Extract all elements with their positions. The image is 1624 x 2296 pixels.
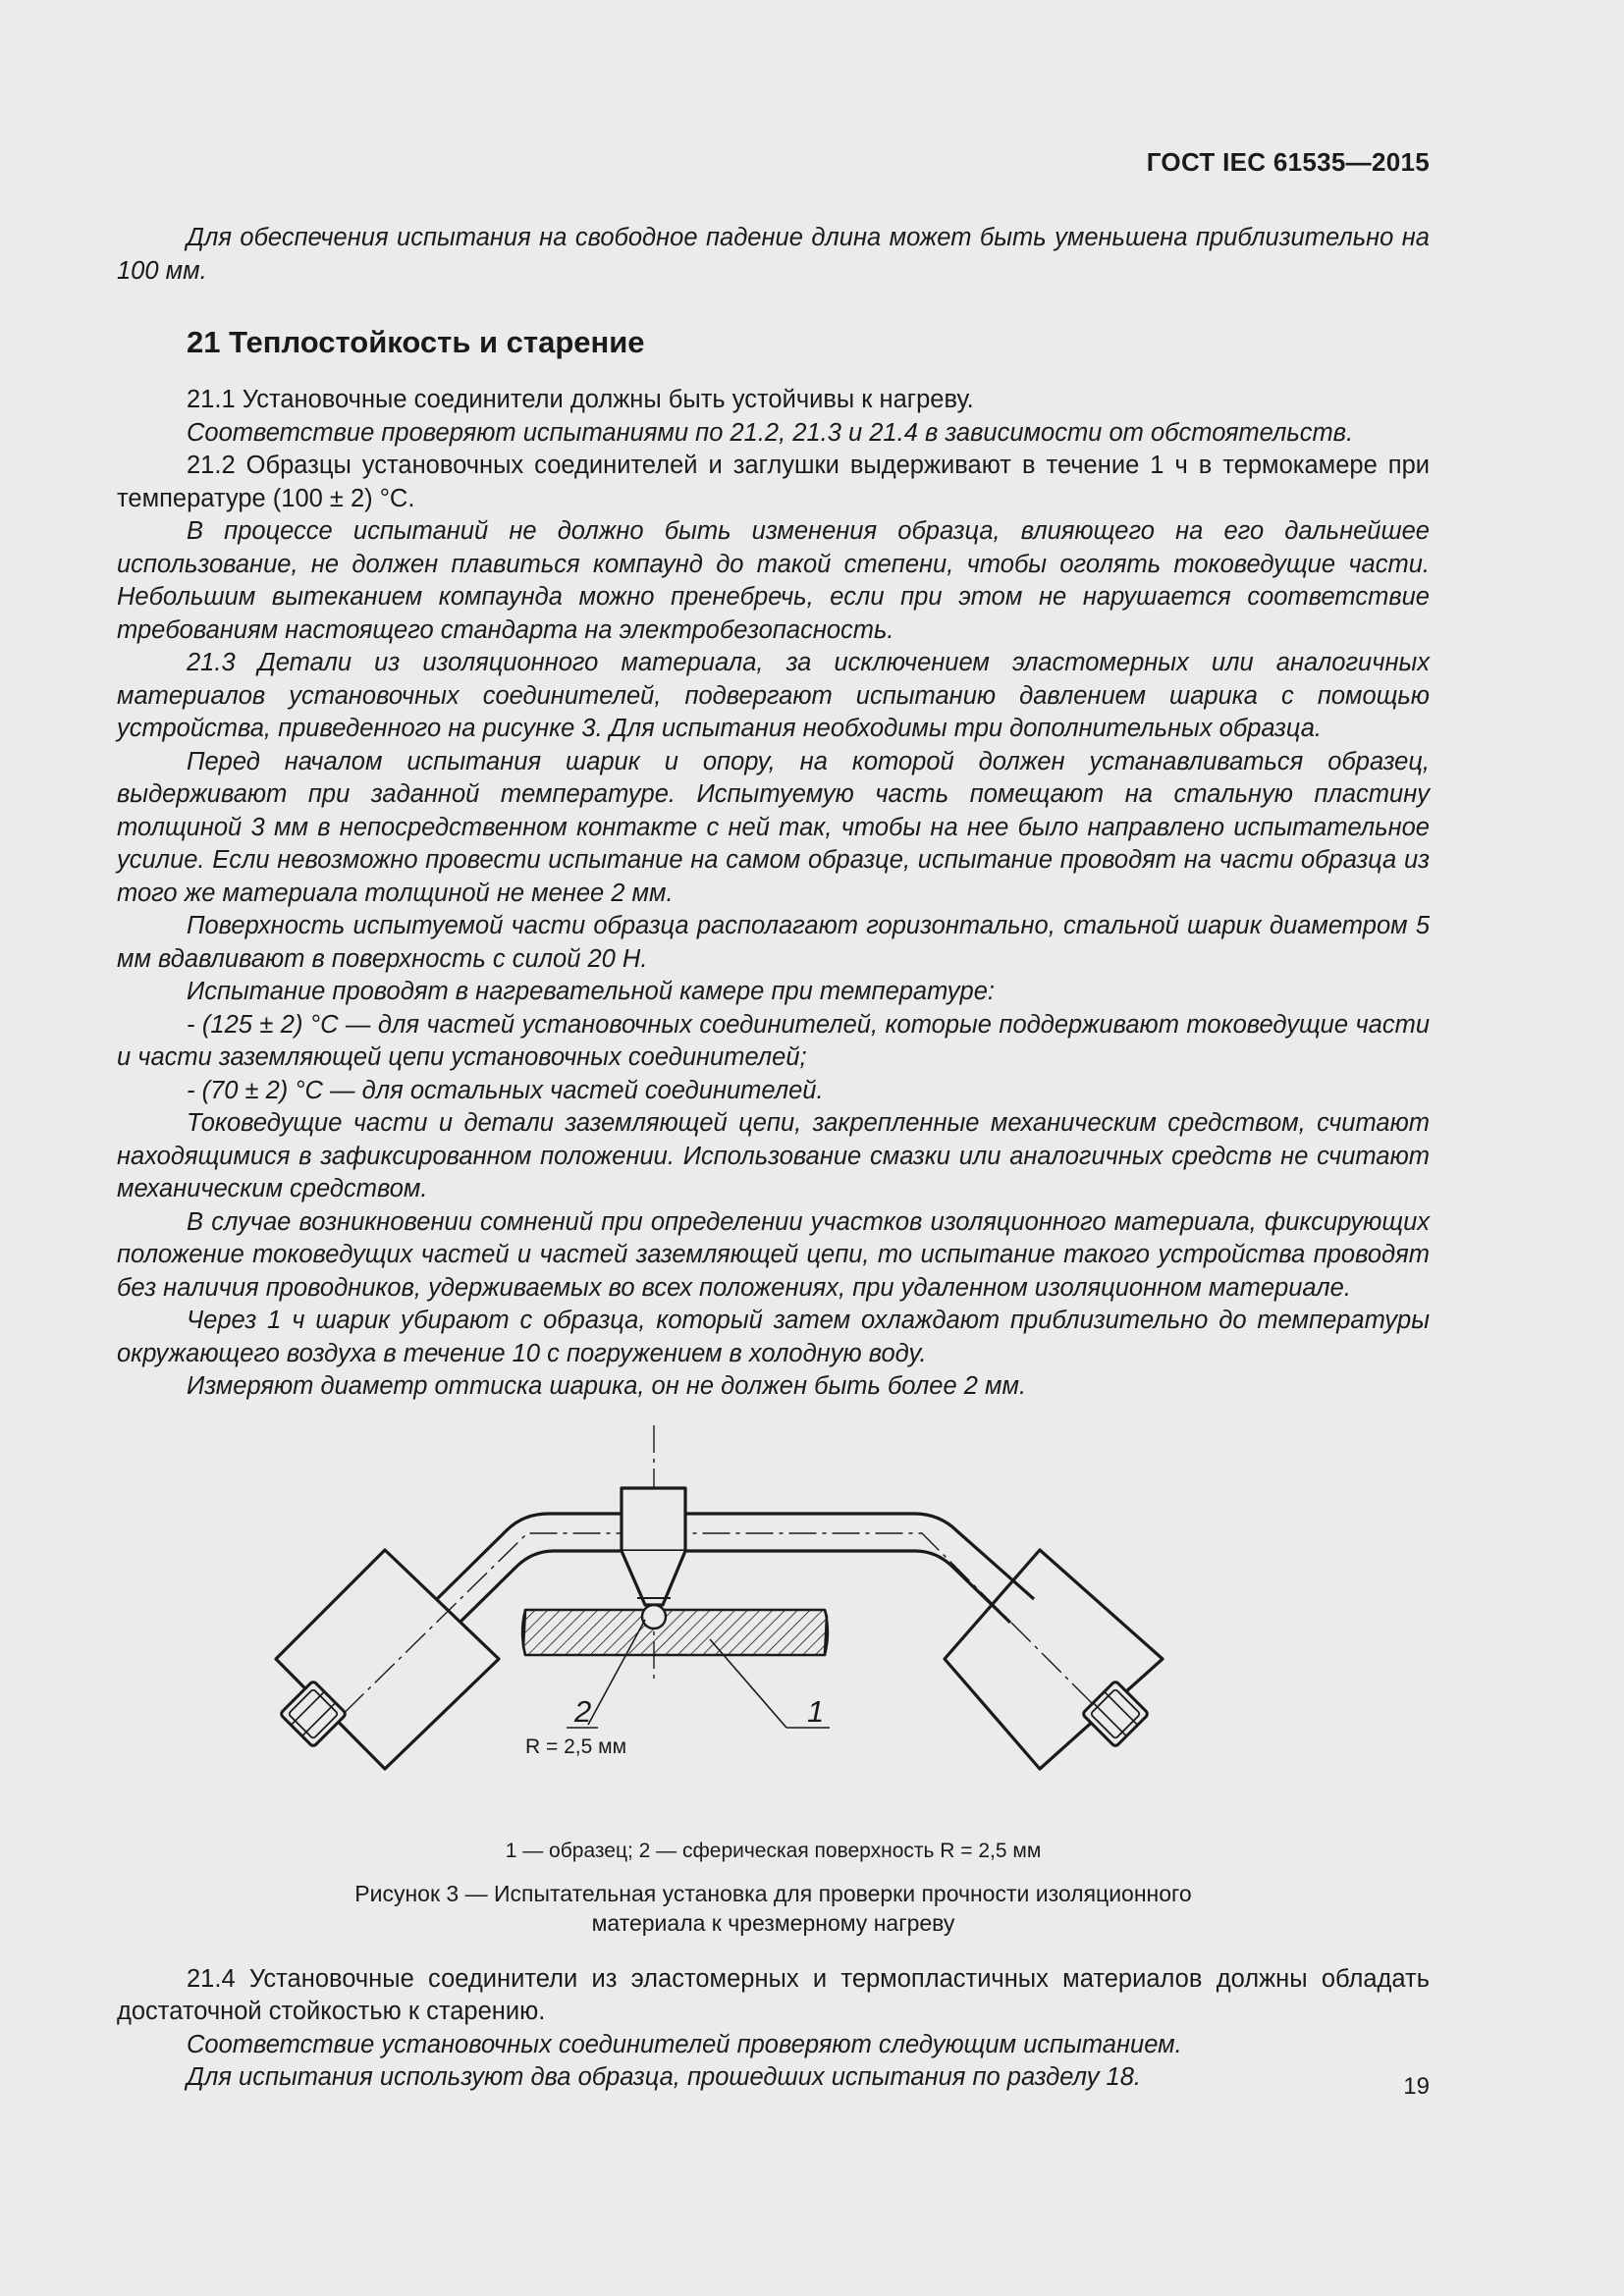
section-title: 21 Теплостойкость и старение bbox=[187, 325, 645, 359]
paragraph-test-process: В процессе испытаний не должно быть изменения образца, влияющего на его дальнейшее использование, не должен плавиться компаунд до такой степени, чтобы оголять токоведущие части. Небольшим вытеканием компаунда можно пренебречь, если при этом не нарушается соответствие требованиям настоящего стандарта на электробезопасность. bbox=[117, 517, 1430, 644]
radius-label: R = 2,5 мм bbox=[525, 1735, 627, 1758]
steel-ball bbox=[642, 1605, 666, 1629]
paragraph-surface: Поверхность испытуемой части образца располагают горизонтально, стальной шарик диаметром 5 мм вдавливают в поверхность с силой 20 Н. bbox=[117, 912, 1430, 973]
paragraph-before-test: Перед началом испытания шарик и опору, на которой должен устанавливаться образец, выдерживают при заданной температуре. Испытуемую часть помещают на стальную пластину толщиной 3 мм в непосредственном контакте с ней так, чтобы на нее было направлено испытательное усилие. Если невозможно провести испытание на самом образце, испытание проводят на части образца из того же материала толщиной не менее 2 мм. bbox=[117, 747, 1430, 907]
page-number: 19 bbox=[1403, 2073, 1430, 2100]
paragraph-measure: Измеряют диаметр оттиска шарика, он не должен быть более 2 мм. bbox=[187, 1372, 1027, 1400]
figure-3-apparatus bbox=[117, 1415, 1430, 1828]
document-standard-header: ГОСТ IEC 61535—2015 bbox=[1146, 147, 1430, 177]
figure-caption-line-2: материала к чрезмерному нагреву bbox=[591, 1909, 955, 1936]
list-item-70: - (70 ± 2) °С — для остальных частей соединителей. bbox=[187, 1076, 824, 1104]
ball-pressure-apparatus-drawing bbox=[117, 1415, 1430, 1828]
paragraph-21-3: 21.3 Детали из изоляционного материала, за исключением эластомерных или аналогичных материалов установочных соединителей, подвергают испытанию давлением шарика с помощью устройства, приведенного на рисунке 3. Для испытания необходимы три дополнительных образца. bbox=[117, 649, 1430, 742]
paragraph-21-2: 21.2 Образцы установочных соединителей и заглушки выдерживают в течение 1 ч в термокамере при температуре (100 ± 2) °С. bbox=[117, 452, 1430, 512]
figure-legend: 1 — образец; 2 — сферическая поверхность R = 2,5 мм bbox=[505, 1839, 1042, 1862]
paragraph-compliance-aging: Соответствие установочных соединителей проверяют следующим испытанием. bbox=[187, 2030, 1182, 2058]
paragraph-temperature: Испытание проводят в нагревательной камере при температуре: bbox=[187, 978, 995, 1005]
figure-caption bbox=[117, 1879, 1430, 1938]
paragraph-21-1: 21.1 Установочные соединители должны быть устойчивы к нагреву. bbox=[187, 386, 974, 413]
page-content bbox=[117, 222, 1430, 2095]
label-2: 2 bbox=[574, 1693, 592, 1729]
paragraph-after-1h: Через 1 ч шарик убирают с образца, который затем охлаждают приблизительно до температуры окружающего воздуха в течение 10 с погружением в холодную воду. bbox=[117, 1307, 1430, 1367]
label-1: 1 bbox=[807, 1693, 825, 1729]
paragraph-21-4: 21.4 Установочные соединители из эластомерных и термопластичных материалов должны обладать достаточной стойкостью к старению. bbox=[117, 1964, 1430, 2025]
right-support-block bbox=[945, 1550, 1163, 1769]
paragraph-doubt: В случае возникновении сомнений при определении участков изоляционного материала, фиксирующих положение токоведущих частей и частей заземляющей цепи, то испытание такого устройства проводят без наличия проводников, удерживаемых во всех положениях, при удаленном изоляционном материале. bbox=[117, 1207, 1430, 1302]
paragraph-two-samples: Для испытания используют два образца, прошедших испытания по разделу 18. bbox=[187, 2063, 1141, 2091]
specimen bbox=[523, 1610, 827, 1655]
ball-holder-cone bbox=[622, 1551, 685, 1605]
paragraph-compliance: Соответствие проверяют испытаниями по 21.2, 21.3 и 21.4 в зависимости от обстоятельств. bbox=[187, 418, 1354, 447]
list-item-125: - (125 ± 2) °С — для частей установочных соединителей, которые поддерживают токоведущие части и части заземляющей цепи установочных соединителей; bbox=[117, 1010, 1430, 1071]
paragraph-live-parts: Токоведущие части и детали заземляющей цепи, закрепленные механическим средством, считают находящимися в зафиксированном положении. Использование смазки или аналогичных средств не считают механическим средством. bbox=[117, 1109, 1430, 1202]
intro-paragraph: Для обеспечения испытания на свободное падение длина может быть уменьшена приблизительно на 100 мм. bbox=[117, 224, 1430, 285]
figure-caption-line-1: Рисунок 3 — Испытательная установка для проверки прочности изоляционного bbox=[354, 1880, 1192, 1906]
loading-plunger bbox=[622, 1488, 685, 1551]
